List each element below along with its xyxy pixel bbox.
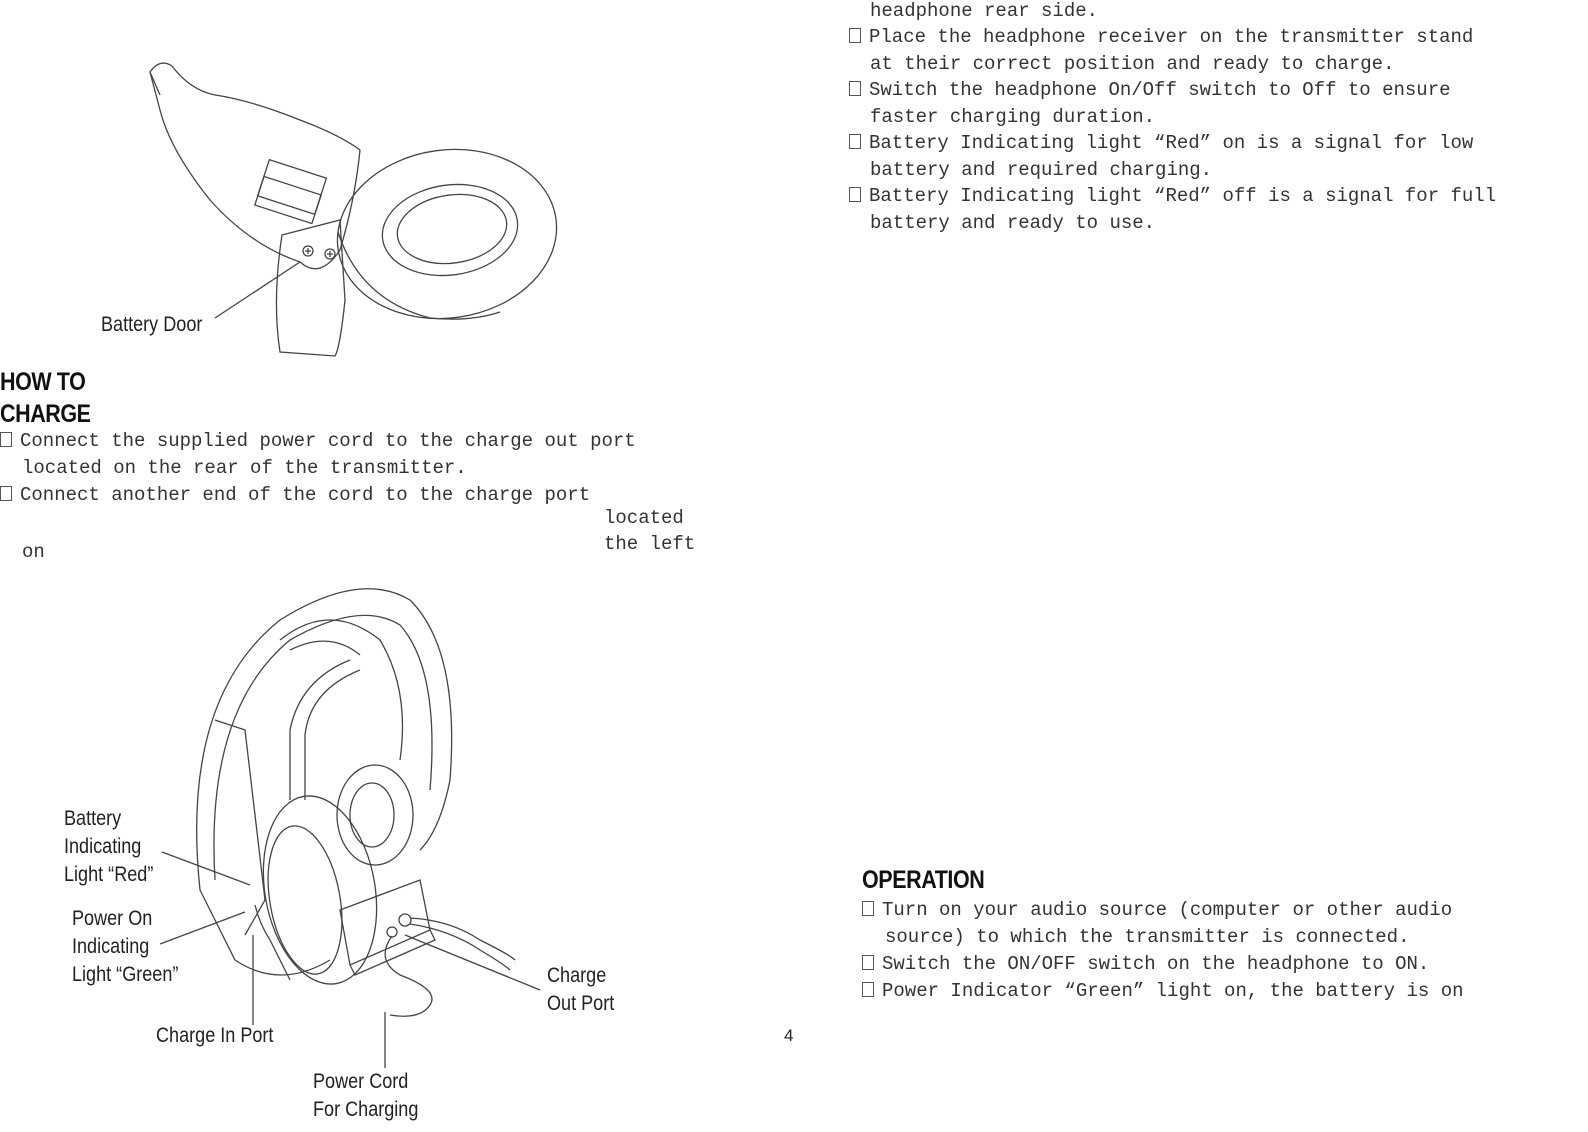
checkbox-bullet-icon bbox=[862, 955, 874, 970]
checkbox-bullet-icon bbox=[849, 134, 861, 149]
right-item-4 bbox=[849, 185, 1496, 207]
right-item-3-line1: Battery Indicating light “Red” on is a signal for low bbox=[869, 132, 1474, 154]
how-to-charge-heading-line1: HOW TO bbox=[0, 368, 86, 396]
charge-step-2-right1: located bbox=[604, 507, 684, 529]
charge-step-2-line1: Connect another end of the cord to the charge port bbox=[20, 484, 591, 506]
checkbox-bullet-icon bbox=[0, 486, 12, 501]
power-light-label-line2: Indicating bbox=[72, 935, 150, 958]
operation-item-1-line1: Turn on your audio source (computer or other audio bbox=[882, 899, 1453, 921]
right-item-1-line1: Place the headphone receiver on the transmitter stand bbox=[869, 26, 1474, 48]
checkbox-bullet-icon bbox=[0, 432, 12, 447]
power-cord-label-line1: Power Cord bbox=[313, 1070, 409, 1093]
right-item-4-line2: battery and ready to use. bbox=[870, 212, 1156, 234]
right-item-4-line1: Battery Indicating light “Red” off is a signal for full bbox=[869, 185, 1497, 207]
battery-light-label bbox=[64, 805, 153, 889]
right-item-2-line1: Switch the headphone On/Off switch to Off to ensure bbox=[869, 79, 1451, 101]
right-item-3 bbox=[849, 132, 1473, 154]
charge-step-2 bbox=[0, 484, 590, 506]
checkbox-bullet-icon bbox=[862, 982, 874, 997]
headphone-on-stand-illustration bbox=[160, 589, 540, 1068]
charge-step-1 bbox=[0, 430, 636, 452]
power-cord-label-line2: For Charging bbox=[313, 1098, 419, 1121]
operation-item-2 bbox=[862, 953, 1429, 975]
charge-step-2-right2: the left bbox=[604, 533, 696, 555]
battery-light-label-line1: Battery bbox=[64, 807, 122, 830]
battery-light-label-line2: Indicating bbox=[64, 835, 142, 858]
charge-step-2-left2: on bbox=[22, 541, 45, 563]
charge-out-port-label-line2: Out Port bbox=[547, 992, 615, 1015]
right-item-2 bbox=[849, 79, 1451, 101]
charge-step-1-line2: located on the rear of the transmitter. bbox=[22, 457, 467, 479]
charge-out-port-label-line1: Charge bbox=[547, 964, 607, 987]
charge-step-1-line1: Connect the supplied power cord to the charge out port bbox=[20, 430, 636, 452]
right-item-3-line2: battery and required charging. bbox=[870, 159, 1213, 181]
checkbox-bullet-icon bbox=[849, 81, 861, 96]
operation-item-1-line2: source) to which the transmitter is connected. bbox=[885, 926, 1410, 948]
how-to-charge-heading-line2: CHARGE bbox=[0, 400, 91, 428]
earcup-battery-illustration bbox=[150, 63, 568, 356]
right-item-1-line2: at their correct position and ready to charge. bbox=[870, 53, 1395, 75]
operation-item-3-line1: Power Indicator “Green” light on, the battery is on bbox=[882, 980, 1464, 1002]
operation-item-1 bbox=[862, 899, 1452, 921]
charge-in-port-label: Charge In Port bbox=[156, 1024, 274, 1047]
charge-out-port-label bbox=[547, 962, 614, 1018]
power-light-label-line3: Light “Green” bbox=[72, 963, 179, 986]
continued-line: headphone rear side. bbox=[870, 0, 1099, 22]
checkbox-bullet-icon bbox=[862, 901, 874, 916]
checkbox-bullet-icon bbox=[849, 187, 861, 202]
battery-light-label-line3: Light “Red” bbox=[64, 863, 154, 886]
operation-item-2-line1: Switch the ON/OFF switch on the headphone to ON. bbox=[882, 953, 1430, 975]
operation-item-3 bbox=[862, 980, 1464, 1002]
battery-door-label: Battery Door bbox=[101, 313, 203, 336]
page-number: 4 bbox=[784, 1026, 794, 1045]
right-item-1 bbox=[849, 26, 1473, 48]
checkbox-bullet-icon bbox=[849, 28, 861, 43]
right-item-2-line2: faster charging duration. bbox=[870, 106, 1156, 128]
power-light-label-line1: Power On bbox=[72, 907, 153, 930]
operation-heading: OPERATION bbox=[862, 866, 985, 894]
power-light-label bbox=[72, 905, 178, 989]
power-cord-label bbox=[313, 1068, 418, 1124]
